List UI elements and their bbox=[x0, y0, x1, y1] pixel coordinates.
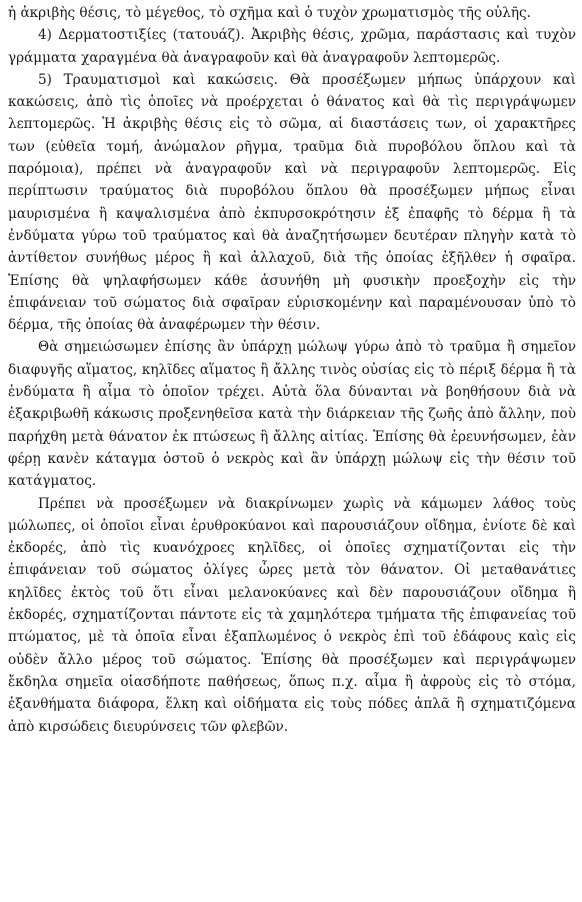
paragraph-postmortem-stains: Πρέπει νὰ προσέξωμεν νὰ διακρίνωμεν χωρὶς νὰ κάμωμεν λάθος τοὺς μώλωπες, οἱ ὁποῖοι εἶναι ἐρυθροκύανοι καὶ παρουσιάζουν οἴδημα, ἐνίοτε δὲ καὶ ἐκδορές, ἀπὸ τὶς κυανόχροες κηλῖδες, οἱ ὁποῖες σχηματίζονται εἰς τὴν ἐπιφάνειαν τοῦ σώματος ὀλίγες ὧρες μετὰ τὸν θάνατον. Οἱ μεταθανάτιες κηλῖδες ἐκτὸς τοῦ ὅτι εἶναι μελανοκύανες καὶ δὲν παρουσιάζουν οἴδημα ἢ ἐκδορές, σχηματίζονται πάντοτε εἰς τὰ χαμηλότερα τμήματα τῆς ἐπιφανείας τοῦ πτώματος, μὲ τὰ ὁποῖα εἶναι ἐξαπλωμένος ὁ νεκρὸς ἐπὶ τοῦ ἐδάφους καὶς εἰς οὐδὲν ἄλλο μέρος τοῦ σώματος. Ἐπίσης θὰ προσέξωμεν καὶ περιγράψωμεν ἔκδηλα σημεῖα οἱασδήποτε παθήσεως, ὅπως π.χ. αἷμα ἢ ἀφροὺς εἰς τὸ στόμα, ἐξανθήματα διάφορα, ἕλκη καὶ οἰδήματα εἰς τοὺς πόδες ἁπλᾶ ἢ σχηματιζόμενα ἀπὸ κιρσώδεις διευρύνσεις τῶν φλεβῶν. bbox=[8, 495, 576, 735]
paragraph-scar-description: ἡ ἀκριβὴς θέσις, τὸ μέγεθος, τὸ σχῆμα καὶ ὁ τυχὸν χρωματισμὸς τῆς οὐλῆς. bbox=[8, 5, 531, 21]
paragraph-tattoos: 4) Δερματοστιξίες (τατουάζ). Ἀκριβὴς θέσις, χρῶμα, παράστασις καὶ τυχὸν γράμματα χαραγμένα θὰ ἀναγραφοῦν καὶ θὰ ἀναγραφοῦν λεπτομερῶς. bbox=[8, 27, 576, 66]
document-page bbox=[8, 2, 576, 738]
paragraph-bruises: Θὰ σημειώσωμεν ἐπίσης ἂν ὑπάρχῃ μώλωψ γύρω ἀπὸ τὸ τραῦμα ἢ σημεῖον διαφυγῆς αἵματος, κηλῖδες αἵματος ἢ ἄλλης τινὸς οὐσίας εἰς τὸ πέριξ δέρμα ἢ τὰ ἐνδύματα ἢ αἷμα τὸ ὁποῖον τρέχει. Αὐτὰ ὅλα δύνανται νὰ βοηθήσουν διὰ νὰ ἐξακριβωθῆ κάκωσις προξενηθεῖσα κατὰ τὴν διάρκειαν τῆς ζωῆς ἀπὸ ἄλλην, ποὺ παρήχθη μετὰ θάνατον ἐκ πτώσεως ἢ ἄλλης αἰτίας. Ἐπίσης θὰ ἐρευνήσωμεν, ἐὰν φέρῃ κανὲν κάταγμα ὀστοῦ ὁ νεκρὸς καὶ ἂν ὑπάρχῃ μώλωψ εἰς τὴν θέσιν τοῦ κατάγματος. bbox=[8, 339, 576, 490]
paragraph-injuries: 5) Τραυματισμοὶ καὶ κακώσεις. Θὰ προσέξωμεν μήπως ὑπάρχουν καὶ κακώσεις, ἀπὸ τὶς ὁποῖες νὰ προέρχεται ὁ θάνατος καὶ θὰ τὶς περιγράψωμεν λεπτομερῶς. Ἡ ἀκριβὴς θέσις εἰς τὸ σῶμα, αἱ διαστάσεις των, οἱ χαρακτῆρες των (εὐθεῖα τομή, ἀνώμαλον ρῆγμα, τραῦμα διὰ πυροβόλου ὅπλου καὶ τὰ παρόμοια), πρέπει νὰ ἀναγραφοῦν καὶ νὰ περιγραφοῦν λεπτομερῶς. Εἰς περίπτωσιν τραύματος διὰ πυροβόλου ὅπλου θὰ προσέξωμεν μήπως εἶναι μαυρισμένα ἢ καψαλισμένα ἀπὸ ἐκπυρσοκρότησιν ἐξ ἐπαφῆς τὸ δέρμα ἢ τὰ ἐνδύματα γύρω τοῦ τραύματος καὶ θὰ ἀναζητήσωμεν δευτέραν πληγὴν κατὰ τὸ ἀντίθετον συνήθως μέρος ἢ καὶ ἀλλαχοῦ, διὰ τῆς ὁποίας ἐξῆλθεν ἡ σφαῖρα. Ἐπίσης θὰ ψηλαφήσωμεν κάθε ἀσυνήθη μὴ φυσικὴν προεξοχὴν εἰς τὴν ἐπιφάνειαν τοῦ σώματος διὰ σφαῖραν εὑρισκομένην καὶ παραμένουσαν ὑπὸ τὸ δέρμα, τῆς ὁποίας θὰ ἀναφέρωμεν τὴν θέσιν. bbox=[8, 71, 576, 334]
